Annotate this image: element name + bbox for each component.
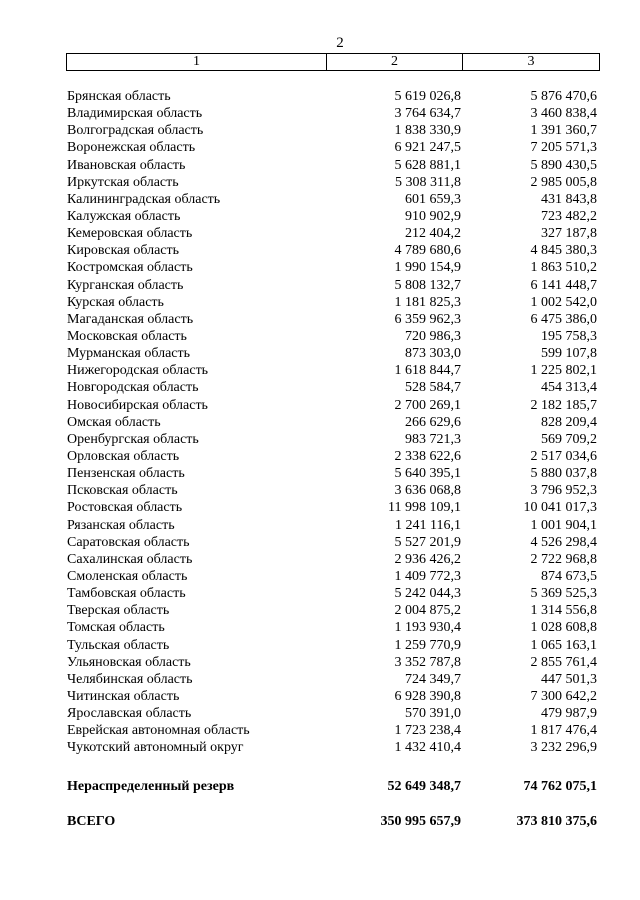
table-row bbox=[0, 379, 640, 396]
table-row bbox=[0, 517, 640, 534]
region-value-col3: 4 526 298,4 bbox=[530, 534, 597, 550]
region-value-col2: 601 659,3 bbox=[405, 191, 461, 207]
region-value-col3: 569 709,2 bbox=[541, 431, 597, 447]
region-value-col2: 5 628 881,1 bbox=[394, 157, 461, 173]
region-name: Ивановская область bbox=[67, 157, 186, 173]
region-value-col3: 3 460 838,4 bbox=[530, 106, 597, 122]
region-name: Тамбовская область bbox=[67, 586, 186, 602]
reserve-value-col2: 52 649 348,7 bbox=[387, 779, 461, 794]
region-value-col2: 1 723 238,4 bbox=[394, 723, 461, 739]
region-name: Кемеровская область bbox=[67, 226, 193, 242]
region-name: Кировская область bbox=[67, 243, 180, 259]
table-row bbox=[0, 88, 640, 105]
table-row bbox=[0, 259, 640, 276]
header-col-2: 2 bbox=[327, 54, 463, 70]
region-name: Челябинская область bbox=[67, 671, 193, 687]
region-value-col3: 874 673,5 bbox=[541, 568, 597, 584]
region-value-col2: 5 308 311,8 bbox=[395, 174, 461, 190]
region-value-col3: 7 300 642,2 bbox=[530, 688, 597, 704]
region-name: Костромская область bbox=[67, 260, 193, 276]
region-name: Иркутская область bbox=[67, 174, 179, 190]
region-value-col3: 1 314 556,8 bbox=[530, 603, 597, 619]
region-value-col3: 1 065 163,1 bbox=[530, 637, 597, 653]
page-number: 2 bbox=[336, 35, 344, 51]
region-value-col3: 447 501,3 bbox=[541, 671, 597, 687]
region-value-col2: 528 584,7 bbox=[405, 380, 461, 396]
region-value-col2: 1 990 154,9 bbox=[394, 260, 461, 276]
region-name: Воронежская область bbox=[67, 140, 196, 156]
region-value-col2: 6 359 962,3 bbox=[394, 311, 461, 327]
table-row bbox=[0, 551, 640, 568]
region-value-col2: 910 902,9 bbox=[405, 208, 461, 224]
region-name: Магаданская область bbox=[67, 311, 194, 327]
region-value-col2: 5 640 395,1 bbox=[394, 466, 461, 482]
table-row bbox=[0, 654, 640, 671]
table-row bbox=[0, 568, 640, 585]
region-name: Томская область bbox=[67, 620, 165, 636]
region-value-col3: 4 845 380,3 bbox=[530, 243, 597, 259]
region-value-col3: 828 209,4 bbox=[541, 414, 597, 430]
region-name: Тверская область bbox=[67, 603, 170, 619]
region-name: Чукотский автономный округ bbox=[67, 740, 244, 756]
region-value-col3: 195 758,3 bbox=[541, 328, 597, 344]
region-value-col3: 5 369 525,3 bbox=[530, 586, 597, 602]
region-value-col3: 327 187,8 bbox=[541, 226, 597, 242]
region-value-col3: 1 225 802,1 bbox=[530, 363, 597, 379]
region-value-col2: 2 338 622,6 bbox=[394, 448, 461, 464]
region-value-col2: 720 986,3 bbox=[405, 328, 461, 344]
region-value-col2: 873 303,0 bbox=[405, 346, 461, 362]
table-row bbox=[0, 397, 640, 414]
region-value-col2: 2 700 269,1 bbox=[394, 397, 461, 413]
region-name: Московская область bbox=[67, 328, 187, 344]
region-name: Саратовская область bbox=[67, 534, 190, 550]
table-row bbox=[0, 671, 640, 688]
table-row bbox=[0, 191, 640, 208]
table-row bbox=[0, 328, 640, 345]
table-row bbox=[0, 277, 640, 294]
region-value-col2: 6 928 390,8 bbox=[394, 688, 461, 704]
table-row bbox=[0, 105, 640, 122]
region-value-col2: 3 352 787,8 bbox=[394, 654, 461, 670]
region-value-col3: 1 391 360,7 bbox=[530, 123, 597, 139]
reserve-row bbox=[0, 778, 640, 796]
region-value-col3: 6 141 448,7 bbox=[530, 277, 597, 293]
total-value-col2: 350 995 657,9 bbox=[380, 814, 461, 829]
region-value-col2: 5 808 132,7 bbox=[394, 277, 461, 293]
region-name: Курганская область bbox=[67, 277, 184, 293]
region-name: Волгоградская область bbox=[67, 123, 204, 139]
table-row bbox=[0, 722, 640, 739]
table-row bbox=[0, 139, 640, 156]
region-value-col2: 1 432 410,4 bbox=[394, 740, 461, 756]
region-name: Рязанская область bbox=[67, 517, 175, 533]
region-name: Владимирская область bbox=[67, 106, 203, 122]
table-row bbox=[0, 585, 640, 602]
table-header bbox=[66, 53, 600, 71]
region-value-col3: 2 855 761,4 bbox=[530, 654, 597, 670]
region-name: Брянская область bbox=[67, 89, 171, 104]
table-row bbox=[0, 157, 640, 174]
region-value-col2: 266 629,6 bbox=[405, 414, 461, 430]
region-value-col2: 1 409 772,3 bbox=[394, 568, 461, 584]
region-value-col2: 3 636 068,8 bbox=[394, 483, 461, 499]
table-row bbox=[0, 739, 640, 756]
table-row bbox=[0, 688, 640, 705]
table-row bbox=[0, 534, 640, 551]
region-value-col3: 431 843,8 bbox=[541, 191, 597, 207]
total-label: ВСЕГО bbox=[67, 814, 116, 829]
region-value-col3: 1 001 904,1 bbox=[530, 517, 597, 533]
table-row bbox=[0, 174, 640, 191]
region-value-col3: 2 985 005,8 bbox=[530, 174, 597, 190]
region-value-col2: 1 193 930,4 bbox=[394, 620, 461, 636]
region-value-col2: 2 004 875,2 bbox=[394, 603, 461, 619]
table-row bbox=[0, 414, 640, 431]
region-value-col2: 11 998 109,1 bbox=[388, 500, 461, 516]
region-value-col3: 2 182 185,7 bbox=[530, 397, 597, 413]
region-name: Ростовская область bbox=[67, 500, 183, 516]
table-row bbox=[0, 465, 640, 482]
region-name: Орловская область bbox=[67, 448, 180, 464]
region-value-col2: 1 259 770,9 bbox=[394, 637, 461, 653]
region-value-col3: 2 517 034,6 bbox=[530, 448, 597, 464]
region-name: Читинская область bbox=[67, 688, 180, 704]
region-value-col3: 723 482,2 bbox=[541, 208, 597, 224]
region-value-col3: 479 987,9 bbox=[541, 706, 597, 722]
region-value-col3: 6 475 386,0 bbox=[530, 311, 597, 327]
region-value-col3: 1 028 608,8 bbox=[530, 620, 597, 636]
table-row bbox=[0, 619, 640, 636]
region-name: Новосибирская область bbox=[67, 397, 208, 413]
reserve-label: Нераспределенный резерв bbox=[67, 779, 235, 794]
table-row bbox=[0, 448, 640, 465]
region-value-col2: 4 789 680,6 bbox=[394, 243, 461, 259]
region-value-col2: 5 619 026,8 bbox=[394, 89, 461, 104]
region-value-col2: 3 764 634,7 bbox=[394, 106, 461, 122]
region-name: Ярославская область bbox=[67, 706, 192, 722]
region-name: Калининградская область bbox=[67, 191, 221, 207]
table-row bbox=[0, 242, 640, 259]
table-row bbox=[0, 482, 640, 499]
region-value-col3: 10 041 017,3 bbox=[523, 500, 597, 516]
table-row bbox=[0, 225, 640, 242]
region-value-col2: 212 404,2 bbox=[405, 226, 461, 242]
table-row bbox=[0, 311, 640, 328]
table-row bbox=[0, 637, 640, 654]
region-value-col3: 7 205 571,3 bbox=[530, 140, 597, 156]
table-row bbox=[0, 362, 640, 379]
table-row bbox=[0, 705, 640, 722]
region-value-col2: 570 391,0 bbox=[405, 706, 461, 722]
region-name: Оренбургская область bbox=[67, 431, 199, 447]
region-value-col3: 5 890 430,5 bbox=[530, 157, 597, 173]
reserve-value-col3: 74 762 075,1 bbox=[523, 779, 597, 794]
table-row bbox=[0, 122, 640, 139]
total-row bbox=[0, 813, 640, 831]
region-name: Новгородская область bbox=[67, 380, 199, 396]
region-name: Псковская область bbox=[67, 483, 178, 499]
region-value-col3: 5 876 470,6 bbox=[530, 89, 597, 104]
total-value-col3: 373 810 375,6 bbox=[516, 814, 597, 829]
region-table-body bbox=[0, 88, 640, 756]
header-col-1: 1 bbox=[67, 54, 327, 70]
region-name: Нижегородская область bbox=[67, 363, 209, 379]
region-value-col2: 724 349,7 bbox=[405, 671, 461, 687]
region-value-col2: 1 618 844,7 bbox=[394, 363, 461, 379]
region-name: Сахалинская область bbox=[67, 551, 193, 567]
region-value-col3: 5 880 037,8 bbox=[530, 466, 597, 482]
region-name: Омская область bbox=[67, 414, 161, 430]
region-name: Еврейская автономная область bbox=[67, 723, 250, 739]
region-value-col2: 983 721,3 bbox=[405, 431, 461, 447]
region-value-col3: 1 817 476,4 bbox=[530, 723, 597, 739]
region-value-col3: 599 107,8 bbox=[541, 346, 597, 362]
region-value-col2: 5 242 044,3 bbox=[394, 586, 461, 602]
region-value-col2: 1 181 825,3 bbox=[394, 294, 461, 310]
region-name: Тульская область bbox=[67, 637, 170, 653]
table-row bbox=[0, 499, 640, 516]
table-row bbox=[0, 602, 640, 619]
region-value-col2: 5 527 201,9 bbox=[394, 534, 461, 550]
region-name: Калужская область bbox=[67, 208, 181, 224]
region-name: Смоленская область bbox=[67, 568, 188, 584]
region-name: Курская область bbox=[67, 294, 164, 310]
region-value-col3: 1 863 510,2 bbox=[530, 260, 597, 276]
table-row bbox=[0, 345, 640, 362]
header-col-3: 3 bbox=[527, 54, 535, 69]
region-value-col3: 3 232 296,9 bbox=[530, 740, 597, 756]
region-value-col2: 1 241 116,1 bbox=[395, 517, 461, 533]
region-name: Ульяновская область bbox=[67, 654, 191, 670]
region-value-col3: 454 313,4 bbox=[541, 380, 597, 396]
table-row bbox=[0, 431, 640, 448]
region-value-col2: 1 838 330,9 bbox=[394, 123, 461, 139]
region-value-col2: 6 921 247,5 bbox=[394, 140, 461, 156]
region-name: Мурманская область bbox=[67, 346, 191, 362]
region-value-col3: 1 002 542,0 bbox=[530, 294, 597, 310]
region-value-col3: 2 722 968,8 bbox=[530, 551, 597, 567]
region-name: Пензенская область bbox=[67, 466, 185, 482]
region-value-col2: 2 936 426,2 bbox=[394, 551, 461, 567]
region-value-col3: 3 796 952,3 bbox=[530, 483, 597, 499]
table-row bbox=[0, 208, 640, 225]
table-row bbox=[0, 294, 640, 311]
